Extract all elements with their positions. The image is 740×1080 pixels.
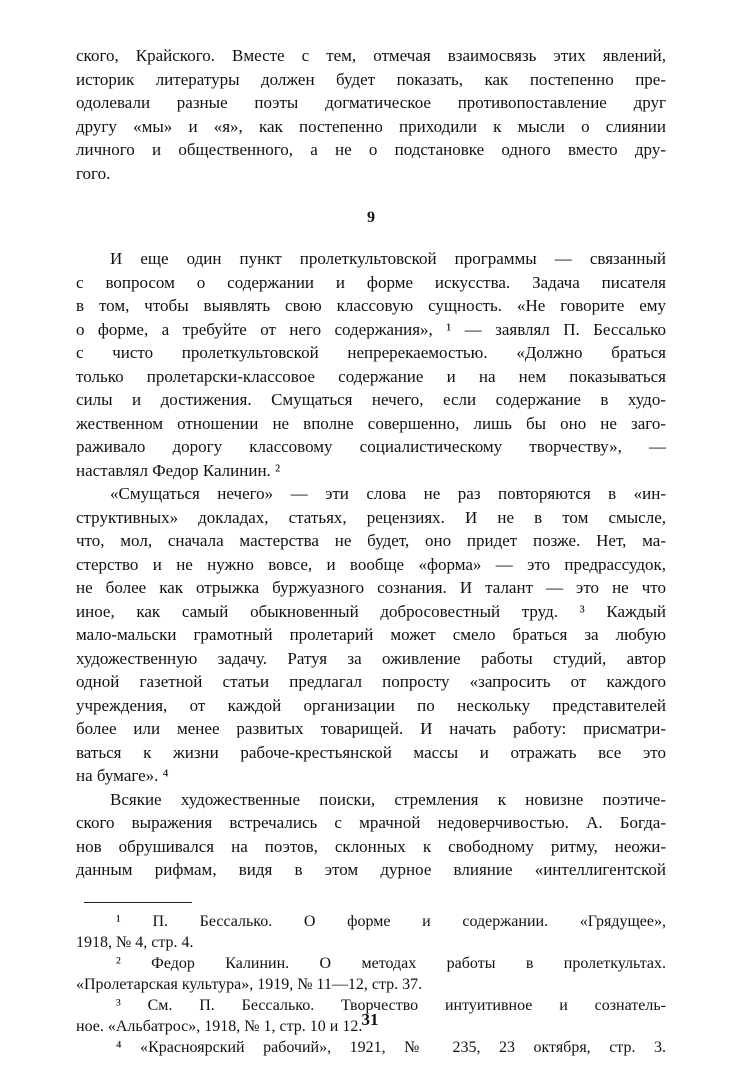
- text-line: с вопросом о содержании и форме искусства. Задача писателя: [76, 272, 666, 292]
- text-line: не более как отрыжка буржуазного сознания. И талант — это не что: [76, 578, 666, 597]
- text-line: И еще один пункт пролеткультовской программы — связанный: [110, 249, 666, 268]
- page-body: [76, 44, 666, 1058]
- text-line: данным рифмам, видя в этом дурное влияние «интеллигентской: [76, 860, 666, 879]
- text-line: силы и достижения. Смущаться нечего, если содержание в худо-: [76, 390, 666, 409]
- text-line: учреждения, от каждой организации по нескольку представителей: [76, 695, 666, 715]
- text-line: о форме, а требуйте от него содержания», ¹ — заявлял П. Бессалько: [76, 319, 666, 339]
- intro-paragraph: [76, 44, 666, 185]
- text-line: одолевали разные поэты догматическое противопоставление друг: [76, 93, 666, 112]
- text-line: раживало дорогу классовому социалистическому творчеству», —: [76, 437, 666, 456]
- text-line: художественную задачу. Ратуя за оживление работы студий, автор: [76, 648, 666, 668]
- paragraph-1: [76, 247, 666, 482]
- page-number: 31: [361, 1010, 379, 1029]
- footnote-2-line: ² Федор Калинин. О методах работы в пролеткультах.: [116, 954, 666, 972]
- text-line: Всякие художественные поиски, стремления к новизне поэтиче-: [110, 789, 666, 809]
- text-line: на бумаге». ⁴: [76, 766, 169, 785]
- text-line: «Смущаться нечего» — эти слова не раз повторяются в «ин-: [110, 484, 666, 503]
- text-line: мало-мальски грамотный пролетарий может смело браться за любую: [76, 625, 666, 644]
- footnote-2-line: «Пролетарская культура», 1919, № 11—12, стр. 37.: [76, 975, 423, 993]
- text-line: историк литературы должен будет показать, как постепенно пре-: [76, 69, 666, 89]
- text-line: что, мол, сначала мастерства не будет, оно придет позже. Нет, ма-: [76, 531, 666, 550]
- text-line: наставлял Федор Калинин. ²: [76, 460, 281, 480]
- footnote-3-line: ное. «Альбатрос», 1918, № 1, стр. 10 и 12.: [76, 1017, 363, 1035]
- section-number: 9: [367, 209, 375, 226]
- text-line: стерство и не нужно вовсе, и вообще «форма» — это предрассудок,: [76, 554, 666, 574]
- text-line: одной газетной статьи предлагал попросту «запросить от каждого: [76, 672, 666, 691]
- paragraph-3: [76, 788, 666, 882]
- footnote-1-line: ¹ П. Бессалько. О форме и содержании. «Грядущее»,: [116, 912, 666, 930]
- text-line: ского выражения встречались с мрачной недоверчивостью. А. Богда-: [76, 813, 666, 832]
- text-line: более или менее развитых товарищей. И начать работу: присматри-: [76, 719, 666, 738]
- paragraph-2: [76, 482, 666, 788]
- text-line: личного и общественного, а не о подстановке одного вместо дру-: [76, 140, 666, 159]
- text-line: иное, как самый обыкновенный добросовестный труд. ³ Каждый: [76, 601, 666, 621]
- text-line: ваться к жизни рабоче-крестьянской массы и отражать все это: [76, 742, 666, 762]
- text-line: с чисто пролеткультовской непререкаемостью. «Должно браться: [76, 343, 666, 362]
- text-line: нов обрушивался на поэтов, склонных к свободному ритму, неожи-: [76, 836, 666, 856]
- text-line: ского, Крайского. Вместе с тем, отмечая взаимосвязь этих явлений,: [76, 46, 666, 65]
- text-line: структивных» докладах, статьях, рецензиях. И не в том смысле,: [76, 507, 666, 527]
- footnote-4-line: ⁴ «Красноярский рабочий», 1921, № 235, 23 октября, стр. 3.: [116, 1038, 666, 1056]
- text-line: в том, чтобы выявлять свою классовую сущность. «Не говорите ему: [76, 296, 666, 315]
- text-line: гого.: [76, 163, 111, 183]
- text-line: жественном отношении не вполне совершенно, лишь бы оно не заго-: [76, 413, 666, 433]
- footnote-1-line: 1918, № 4, стр. 4.: [76, 933, 194, 951]
- footnotes: [76, 911, 666, 1058]
- footnote-3-line: ³ См. П. Бессалько. Творчество интуитивное и сознатель-: [116, 996, 666, 1014]
- text-line: только пролетарски-классовое содержание и на нем показываться: [76, 366, 666, 386]
- footnote-divider: [84, 902, 192, 903]
- text-line: другу «мы» и «я», как постепенно приходили к мысли о слиянии: [76, 116, 666, 136]
